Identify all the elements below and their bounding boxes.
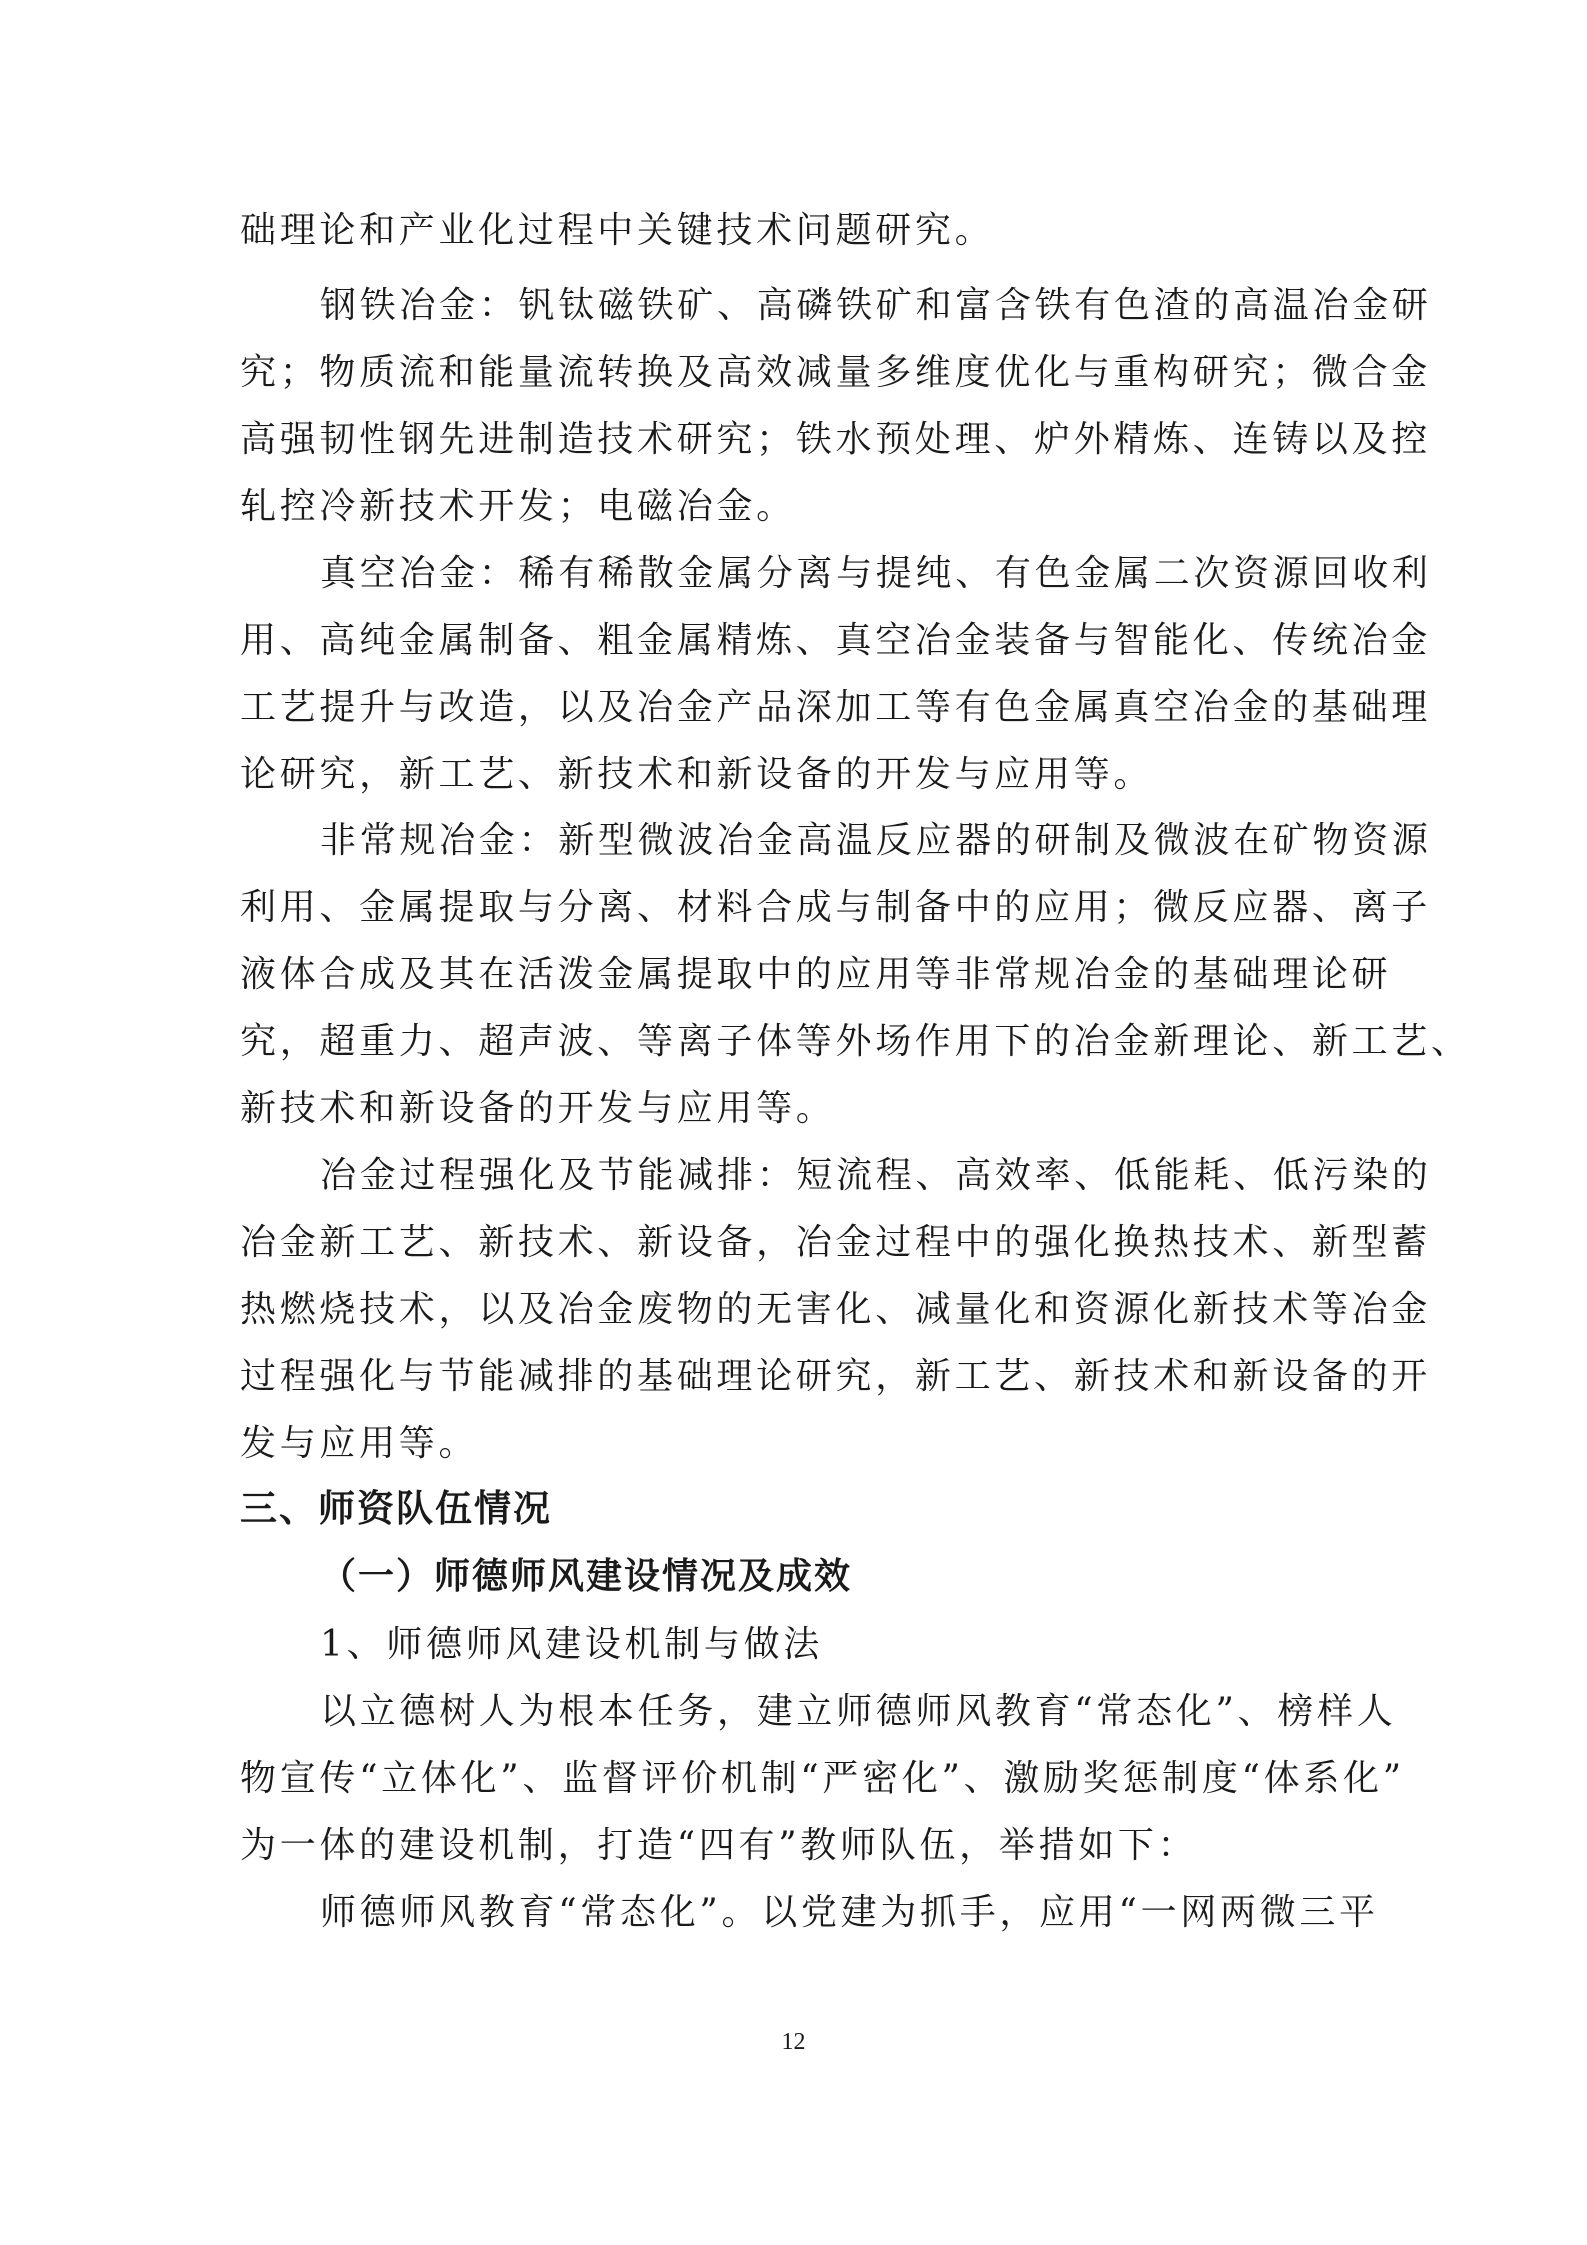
body-line: 为一体的建设机制，打造“四有”教师队伍，举措如下： bbox=[240, 1825, 1198, 1866]
body-line: 非常规冶金：新型微波冶金高温反应器的研制及微波在矿物资源 bbox=[320, 820, 1432, 861]
body-line: 工艺提升与改造，以及冶金产品深加工等有色金属真空冶金的基础理 bbox=[240, 687, 1432, 728]
body-line: 冶金新工艺、新技术、新设备，冶金过程中的强化换热技术、新型蓄 bbox=[240, 1222, 1432, 1263]
body-line: 高强韧性钢先进制造技术研究；铁水预处理、炉外精炼、连铸以及控 bbox=[240, 419, 1432, 460]
body-line: 过程强化与节能减排的基础理论研究，新工艺、新技术和新设备的开 bbox=[240, 1356, 1432, 1397]
body-line: 发与应用等。 bbox=[240, 1423, 479, 1464]
body-line: 础理论和产业化过程中关键技术问题研究。 bbox=[240, 210, 995, 251]
body-line: 新技术和新设备的开发与应用等。 bbox=[240, 1088, 836, 1129]
subsection-heading: （一）师德师风建设情况及成效 bbox=[320, 1555, 853, 1597]
body-line: 究，超重力、超声波、等离子体等外场作用下的冶金新理论、新工艺、 bbox=[240, 1021, 1471, 1062]
body-line: 论研究，新工艺、新技术和新设备的开发与应用等。 bbox=[240, 754, 1154, 795]
page-number: 12 bbox=[781, 2029, 806, 2055]
body-line: 物宣传“立体化”、监督评价机制“严密化”、激励奖惩制度“体系化” bbox=[240, 1758, 1405, 1799]
body-line: 冶金过程强化及节能减排：短流程、高效率、低能耗、低污染的 bbox=[320, 1155, 1432, 1196]
body-line: 以立德树人为根本任务，建立师德师风教育“常态化”、榜样人 bbox=[320, 1691, 1397, 1732]
body-line: 液体合成及其在活泼金属提取中的应用等非常规冶金的基础理论研 bbox=[240, 954, 1392, 995]
body-line: 用、高纯金属制备、粗金属精炼、真空冶金装备与智能化、传统冶金 bbox=[240, 620, 1432, 661]
body-line: 真空冶金：稀有稀散金属分离与提纯、有色金属二次资源回收利 bbox=[320, 553, 1432, 594]
body-line: 师德师风教育“常态化”。以党建为抓手，应用“一网两微三平 bbox=[320, 1892, 1379, 1933]
body-line: 轧控冷新技术开发；电磁冶金。 bbox=[240, 486, 796, 527]
body-line: 热燃烧技术，以及冶金废物的无害化、减量化和资源化新技术等冶金 bbox=[240, 1289, 1432, 1330]
body-line: 利用、金属提取与分离、材料合成与制备中的应用；微反应器、离子 bbox=[240, 887, 1432, 928]
item-heading: 1、师德师风建设机制与做法 bbox=[320, 1624, 824, 1665]
section-heading: 三、师资队伍情况 bbox=[240, 1487, 552, 1530]
body-line: 究；物质流和能量流转换及高效减量多维度优化与重构研究；微合金 bbox=[240, 352, 1432, 393]
body-line: 钢铁冶金：钒钛磁铁矿、高磷铁矿和富含铁有色渣的高温冶金研 bbox=[320, 285, 1432, 326]
